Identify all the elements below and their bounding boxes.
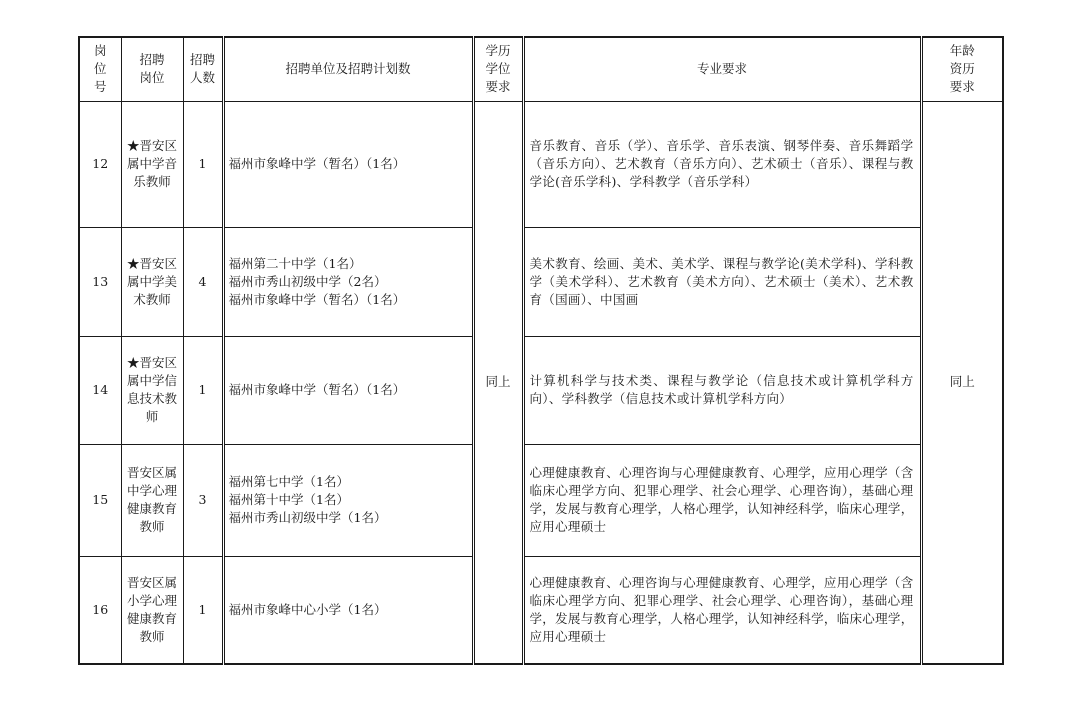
age-cell: 同上 (921, 101, 1003, 664)
post-no-cell: 13 (79, 227, 121, 336)
recruitment-table (78, 36, 1004, 665)
major-cell: 音乐教育、音乐（学）、音乐学、音乐表演、钢琴伴奏、音乐舞蹈学（音乐方向）、艺术教育（音乐方向）、艺术硕士（音乐）、课程与教学论(音乐学科)、学科教学（音乐学科） (523, 101, 921, 227)
table-row (79, 101, 1003, 227)
units-cell (223, 336, 473, 444)
header-education: 学历学位要求 (473, 37, 523, 101)
post-name-cell: ★晋安区属中学音乐教师 (121, 101, 183, 227)
major-cell: 美术教育、绘画、美术、美术学、课程与教学论(美术学科)、学科教学（美术学科）、艺术教育（美术方向）、艺术硕士（美术）、艺术教育（国画）、中国画 (523, 227, 921, 336)
table-row (79, 444, 1003, 556)
header-major: 专业要求 (523, 37, 921, 101)
units-cell (223, 444, 473, 556)
education-cell: 同上 (473, 101, 523, 664)
unit-line: 福州第十中学（1名） (228, 492, 349, 507)
units-cell (223, 227, 473, 336)
unit-line: 福州第七中学（1名） (228, 474, 349, 489)
count-cell: 1 (183, 556, 223, 664)
unit-line: 福州市秀山初级中学（2名） (228, 273, 387, 289)
table-row (79, 227, 1003, 336)
units-cell (223, 101, 473, 227)
header-post-name: 招聘岗位 (121, 37, 183, 101)
count-cell: 3 (183, 444, 223, 556)
major-cell: 心理健康教育、心理咨询与心理健康教育、心理学，应用心理学（含临床心理学方向、犯罪心理学、社会心理学、心理咨询），基础心理学，发展与教育心理学，人格心理学，认知神经科学，临床心理学，应用心理硕士 (523, 444, 921, 556)
major-cell: 心理健康教育、心理咨询与心理健康教育、心理学，应用心理学（含临床心理学方向、犯罪心理学、社会心理学、心理咨询），基础心理学，发展与教育心理学，人格心理学，认知神经科学，临床心理学，应用心理硕士 (523, 556, 921, 664)
post-no-cell: 16 (79, 556, 121, 664)
post-no-cell: 14 (79, 336, 121, 444)
unit-line: 福州第二十中学（1名） (228, 255, 362, 271)
post-name-cell: ★晋安区属中学美术教师 (121, 227, 183, 336)
post-name-cell: ★晋安区属中学信息技术教师 (121, 336, 183, 444)
count-cell: 1 (183, 336, 223, 444)
count-cell: 4 (183, 227, 223, 336)
units-cell (223, 556, 473, 664)
table-row (79, 556, 1003, 664)
post-no-cell: 12 (79, 101, 121, 227)
header-row (79, 37, 1003, 101)
unit-line: 福州市秀山初级中学（1名） (228, 510, 387, 525)
post-name-cell: 晋安区属中学心理健康教育教师 (121, 444, 183, 556)
unit-line: 福州市象峰中心小学（1名） (228, 601, 387, 617)
header-units: 招聘单位及招聘计划数 (223, 37, 473, 101)
table-row (79, 336, 1003, 444)
post-name-cell: 晋安区属小学心理健康教育教师 (121, 556, 183, 664)
header-post-no: 岗位号 (79, 37, 121, 101)
header-count: 招聘人数 (183, 37, 223, 101)
count-cell: 1 (183, 101, 223, 227)
unit-line: 福州市象峰中学（暂名）（1名） (228, 291, 406, 307)
unit-line: 福州市象峰中学（暂名）（1名） (228, 382, 406, 397)
header-age: 年龄资历要求 (921, 37, 1003, 101)
major-cell: 计算机科学与技术类、课程与教学论（信息技术或计算机学科方向）、学科教学（信息技术或计算机学科方向） (523, 336, 921, 444)
unit-line: 福州市象峰中学（暂名）（1名） (228, 156, 406, 171)
post-no-cell: 15 (79, 444, 121, 556)
